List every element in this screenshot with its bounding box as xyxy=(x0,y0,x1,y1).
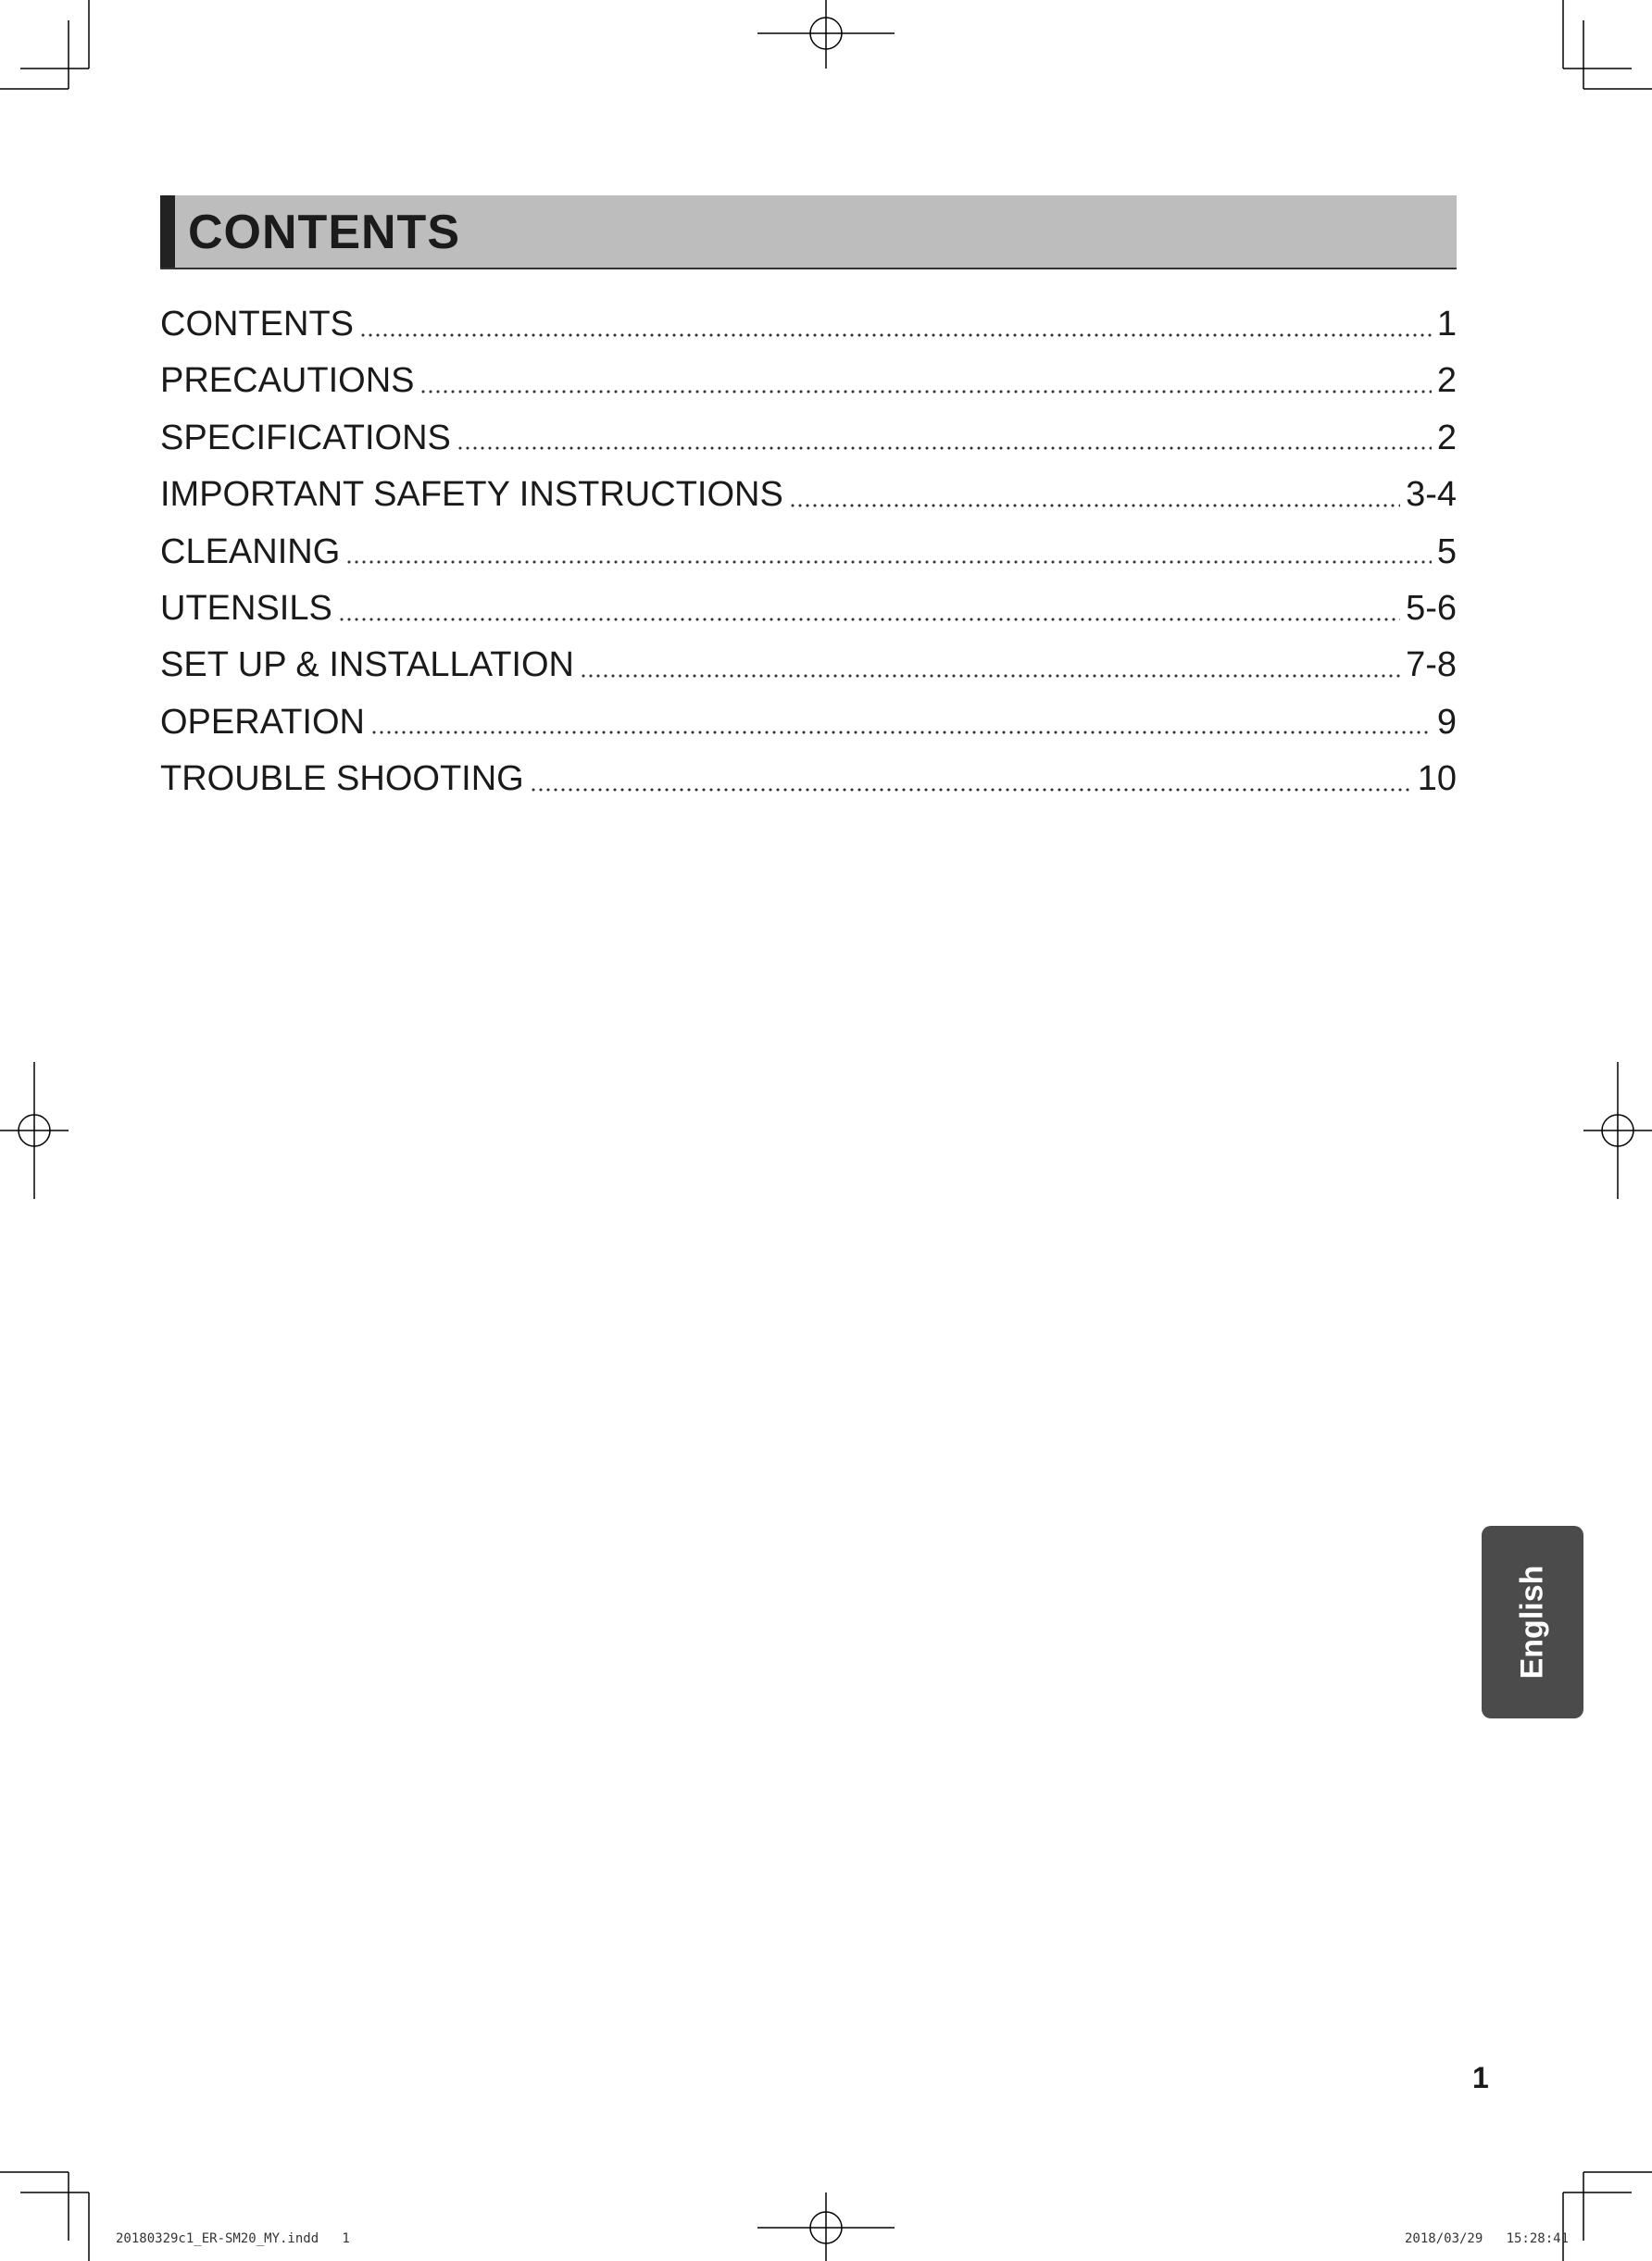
language-tab-label: English xyxy=(1514,1565,1550,1680)
dot-leader xyxy=(345,557,1432,567)
table-of-contents xyxy=(160,296,1457,808)
dot-leader xyxy=(419,387,1431,396)
toc-page: 5 xyxy=(1436,531,1457,571)
toc-label: TROUBLE SHOOTING xyxy=(160,759,524,799)
toc-label: CLEANING xyxy=(160,531,341,571)
dot-leader xyxy=(457,443,1432,453)
toc-page: 5-6 xyxy=(1406,588,1457,628)
toc-page: 1 xyxy=(1436,305,1457,344)
toc-entry-safety-instructions[interactable] xyxy=(160,467,1457,523)
toc-entry-trouble-shooting[interactable] xyxy=(160,751,1457,807)
slug-timestamp: 2018/03/29 15:28:41 xyxy=(1405,2231,1570,2246)
toc-entry-utensils[interactable] xyxy=(160,581,1457,637)
slug-filename: 20180329c1_ER-SM20_MY.indd 1 xyxy=(116,2231,350,2246)
toc-page: 10 xyxy=(1417,759,1457,799)
toc-page: 7-8 xyxy=(1406,645,1457,685)
page-number: 1 xyxy=(1472,2061,1489,2094)
toc-page: 2 xyxy=(1436,361,1457,401)
dot-leader xyxy=(359,331,1432,340)
toc-entry-specifications[interactable] xyxy=(160,410,1457,467)
toc-label: PRECAUTIONS xyxy=(160,361,415,401)
dot-leader xyxy=(580,671,1400,681)
toc-label: OPERATION xyxy=(160,702,365,742)
toc-entry-cleaning[interactable] xyxy=(160,524,1457,581)
toc-label: UTENSILS xyxy=(160,588,332,628)
contents-heading-bar xyxy=(160,195,1457,269)
toc-page: 9 xyxy=(1436,702,1457,742)
toc-label: SET UP & INSTALLATION xyxy=(160,645,574,685)
toc-label: IMPORTANT SAFETY INSTRUCTIONS xyxy=(160,475,783,515)
toc-label: SPECIFICATIONS xyxy=(160,418,451,457)
dot-leader xyxy=(530,785,1412,794)
dot-leader xyxy=(338,615,1400,624)
dot-leader xyxy=(370,728,1432,737)
heading-accent xyxy=(160,195,175,268)
toc-entry-operation[interactable] xyxy=(160,694,1457,751)
toc-entry-contents[interactable] xyxy=(160,296,1457,353)
toc-entry-precautions[interactable] xyxy=(160,353,1457,409)
toc-label: CONTENTS xyxy=(160,305,354,344)
toc-entry-setup-installation[interactable] xyxy=(160,637,1457,693)
page-title: CONTENTS xyxy=(188,206,460,259)
language-tab xyxy=(1482,1526,1583,1718)
dot-leader xyxy=(789,501,1400,510)
toc-page: 2 xyxy=(1436,418,1457,457)
toc-page: 3-4 xyxy=(1406,475,1457,515)
